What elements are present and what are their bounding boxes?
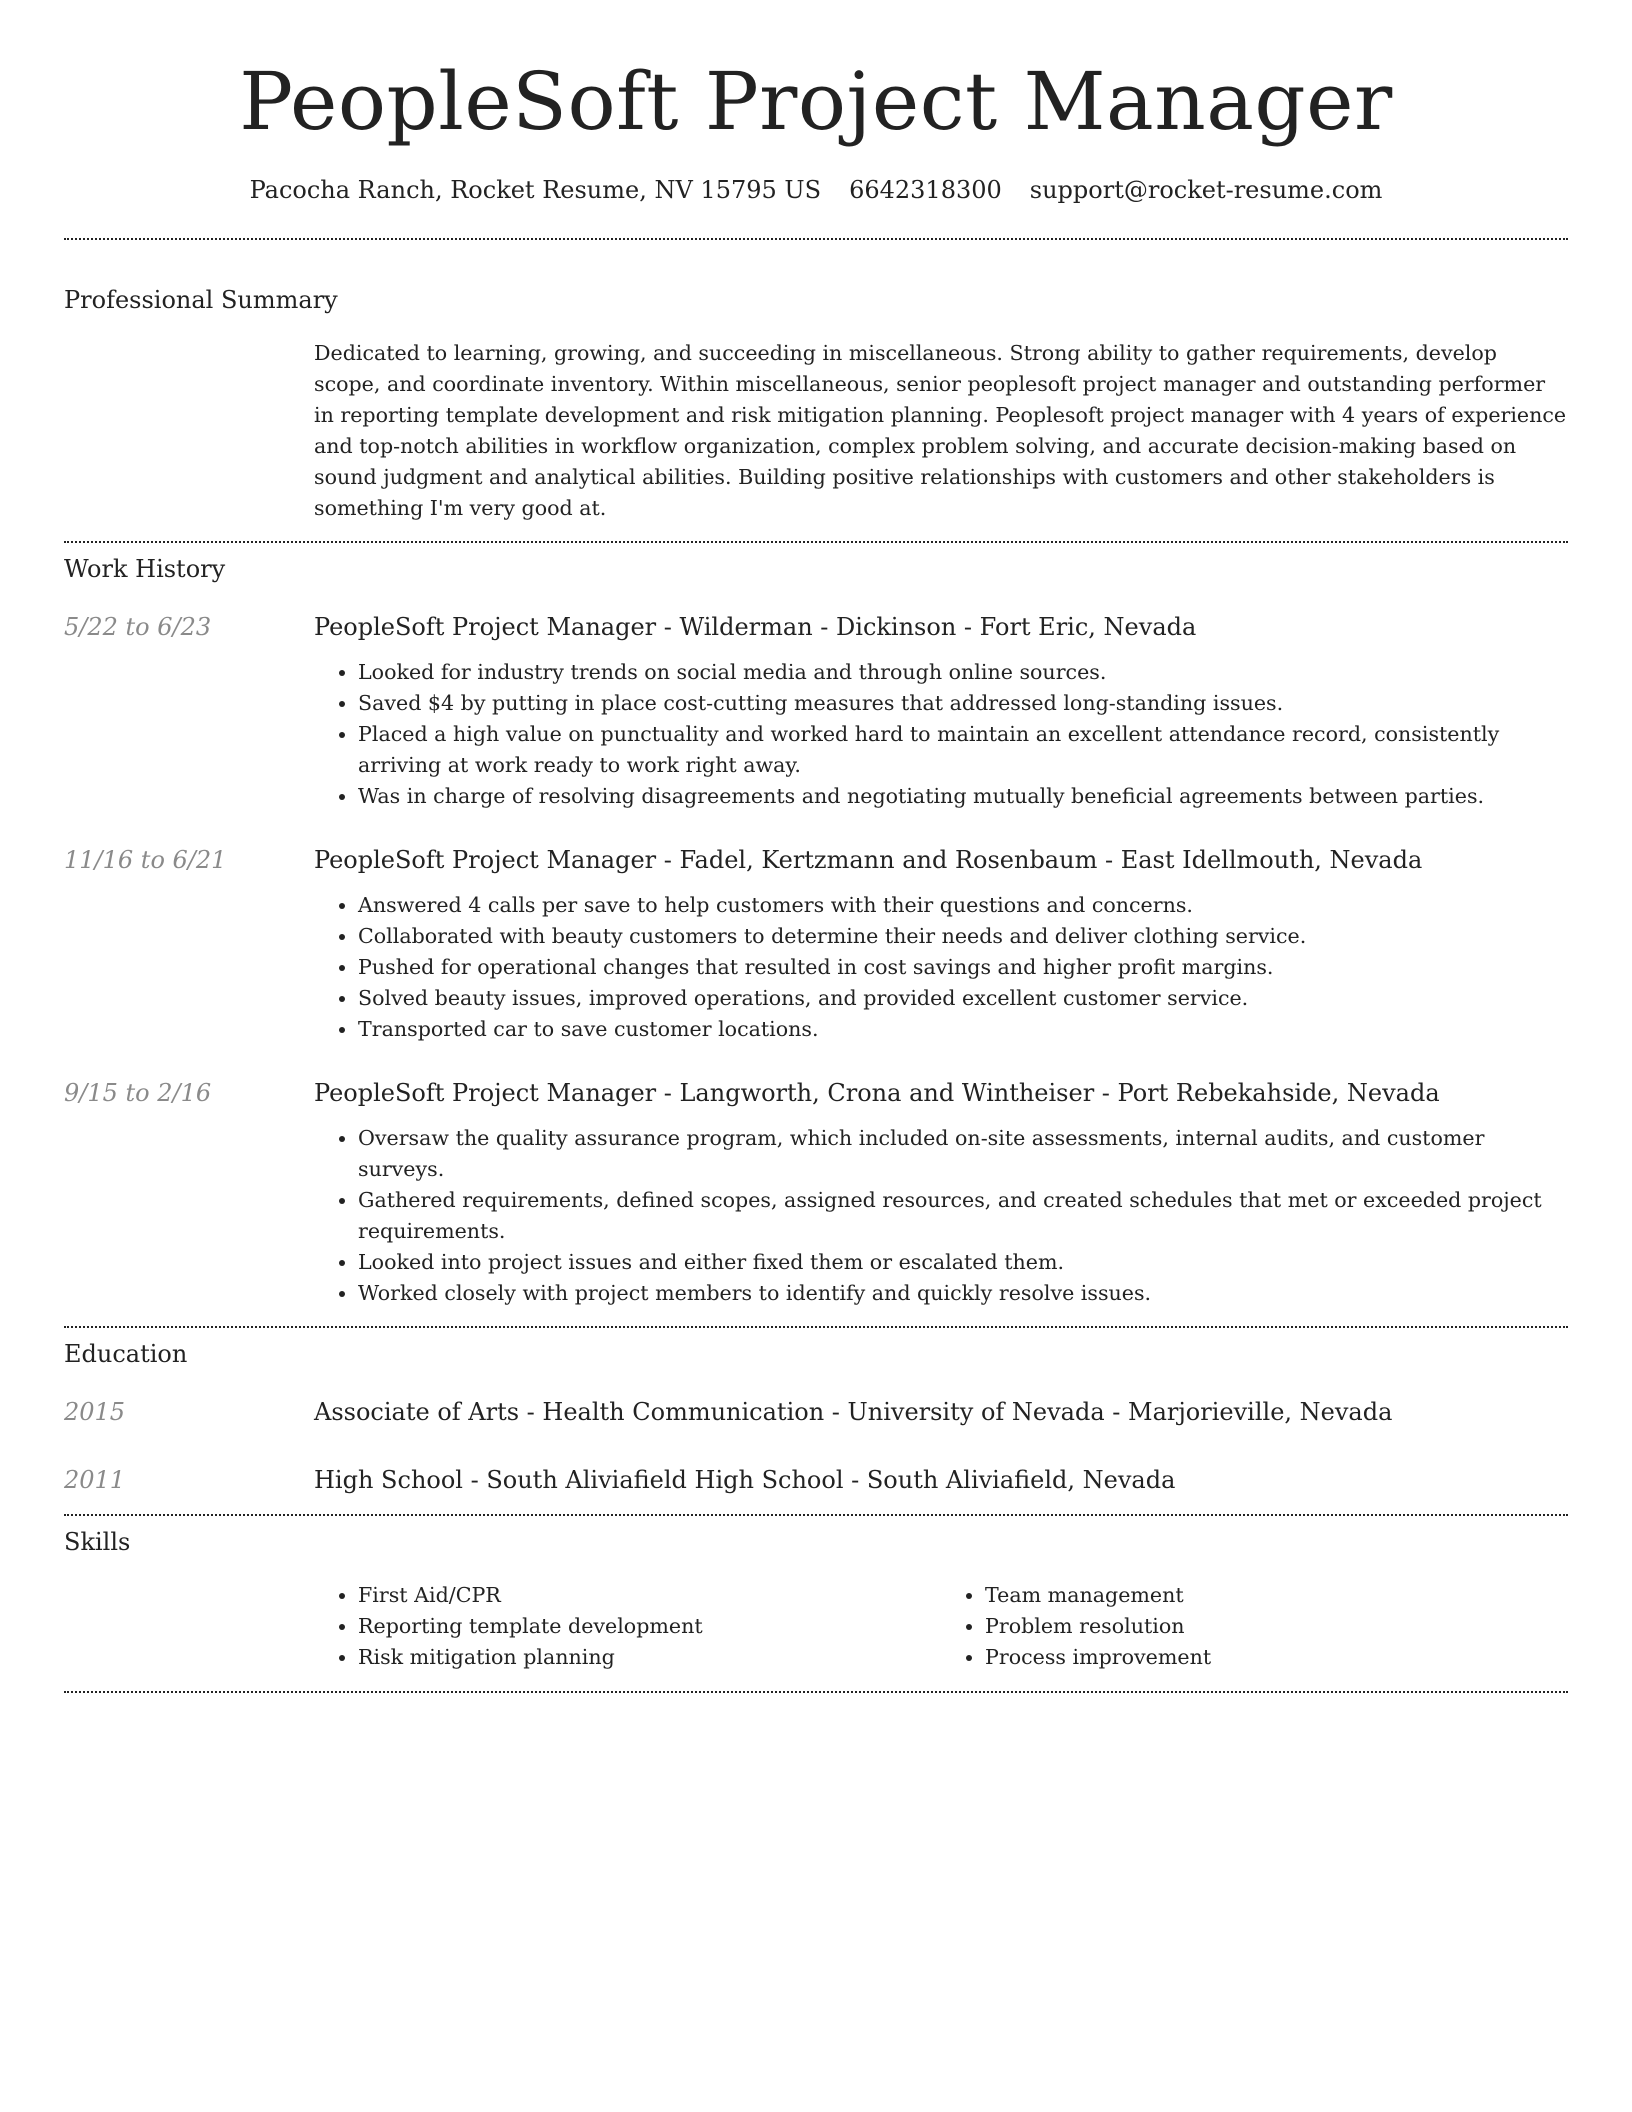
job-heading: PeopleSoft Project Manager - Langworth, Crona and Wintheiser - Port Rebekahside, Nevada (314, 1079, 1440, 1107)
summary-text: Dedicated to learning, growing, and succeeding in miscellaneous. Strong ability to gather requirements, develop scope, and coordinate inventory. Within miscellaneous, senior peoplesoft project manager and outstanding performer in reporting template development and risk mitigation planning. Peoplesoft project manager with 4 years of experience and top-notch abilities in workflow organization, complex problem solving, and accurate decision-making based on sound judgment and analytical abilities. Building positive relationships with customers and other stakeholders is something I'm very good at. (314, 341, 1567, 520)
summary-title: Professional Summary (64, 286, 338, 314)
skill-item: • Team management (985, 1580, 1568, 1611)
list-item: • Worked closely with project members to identify and quickly resolve issues. (358, 1278, 1568, 1309)
divider (64, 1691, 1568, 1693)
list-item: • Looked for industry trends on social media and through online sources. (358, 657, 1568, 688)
education-title: Education (64, 1340, 188, 1368)
education-section (64, 1338, 1568, 1496)
divider (64, 1326, 1568, 1328)
resume-header (64, 0, 1568, 210)
list-item: • Collaborated with beauty customers to determine their needs and deliver clothing service. (358, 921, 1568, 952)
list-item: • Saved $4 by putting in place cost-cutting measures that addressed long-standing issues. (358, 688, 1568, 719)
resume-page (64, 0, 1568, 1693)
job-bullets (314, 657, 1568, 812)
job-bullets (314, 890, 1568, 1045)
education-entry (64, 1464, 1568, 1496)
contact-email[interactable]: support@rocket-resume.com (1029, 176, 1383, 204)
summary-section (64, 284, 1568, 524)
list-item: • Pushed for operational changes that resulted in cost savings and higher profit margins. (358, 952, 1568, 983)
contact-address: Pacocha Ranch, Rocket Resume, NV 15795 US (249, 176, 822, 204)
divider (64, 1514, 1568, 1516)
job-entry (64, 611, 1568, 812)
contact-phone: 6642318300 (849, 176, 1002, 204)
skill-item: • Reporting template development (358, 1611, 941, 1642)
job-bullets (314, 1123, 1568, 1309)
list-item: • Solved beauty issues, improved operations, and provided excellent customer service. (358, 983, 1568, 1014)
job-dates: 5/22 to 6/23 (64, 613, 212, 641)
skill-item: • Problem resolution (985, 1611, 1568, 1642)
list-item: • Oversaw the quality assurance program, which included on-site assessments, internal audits, and customer surveys. (358, 1123, 1568, 1185)
education-heading (314, 1464, 1568, 1496)
skills-title: Skills (64, 1528, 131, 1556)
list-item: • Answered 4 calls per save to help customers with their questions and concerns. (358, 890, 1568, 921)
work-history-section (64, 553, 1568, 1309)
skill-item: • Risk mitigation planning (358, 1642, 941, 1673)
education-year: 2015 (64, 1398, 126, 1426)
list-item: • Transported car to save customer locations. (358, 1014, 1568, 1045)
skills-list-left (314, 1580, 941, 1673)
work-history-title: Work History (64, 555, 226, 583)
list-item: • Was in charge of resolving disagreements and negotiating mutually beneficial agreements between parties. (358, 781, 1568, 812)
divider (64, 541, 1568, 543)
education-degree: Associate of Arts - Health Communication (314, 1398, 825, 1426)
education-entry (64, 1396, 1568, 1428)
divider (64, 238, 1568, 240)
job-entry (64, 1077, 1568, 1309)
job-heading: PeopleSoft Project Manager - Wilderman - Dickinson - Fort Eric, Nevada (314, 613, 1197, 641)
list-item: • Placed a high value on punctuality and worked hard to maintain an excellent attendance record, consistently arriving at work ready to work right away. (358, 719, 1568, 781)
education-year: 2011 (64, 1466, 126, 1494)
job-heading: PeopleSoft Project Manager - Fadel, Kertzmann and Rosenbaum - East Idellmouth, Nevada (314, 846, 1423, 874)
skill-item: • First Aid/CPR (358, 1580, 941, 1611)
education-details: - South Aliviafield High School - South Aliviafield, Nevada (462, 1466, 1176, 1494)
job-entry (64, 844, 1568, 1045)
skills-section (64, 1526, 1568, 1673)
education-degree: High School (314, 1466, 463, 1494)
skills-list-right (941, 1580, 1568, 1673)
list-item: • Looked into project issues and either fixed them or escalated them. (358, 1247, 1568, 1278)
job-dates: 11/16 to 6/21 (64, 846, 227, 874)
education-heading (314, 1396, 1568, 1428)
job-dates: 9/15 to 2/16 (64, 1079, 212, 1107)
candidate-name: PeopleSoft Project Manager (239, 55, 1393, 148)
list-item: • Gathered requirements, defined scopes, assigned resources, and created schedules that met or exceeded project requirements. (358, 1185, 1568, 1247)
skills-grid (314, 1580, 1568, 1673)
contact-line (64, 170, 1568, 210)
education-details: - University of Nevada - Marjorieville, Nevada (824, 1398, 1393, 1426)
skill-item: • Process improvement (985, 1642, 1568, 1673)
